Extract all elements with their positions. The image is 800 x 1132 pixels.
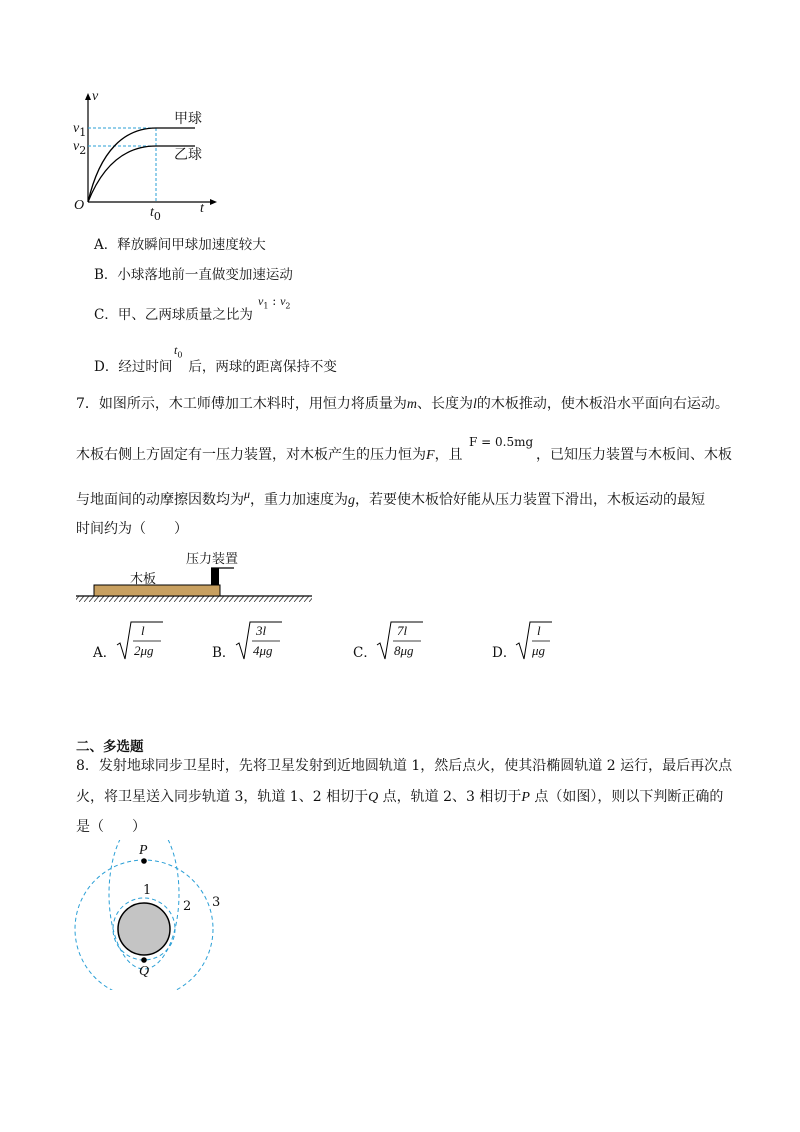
q7-formula-f: F = 0.5mg: [469, 435, 534, 449]
point-q: [141, 957, 147, 963]
section-title: 二、多选题: [76, 739, 144, 755]
orbit-2-label: 2: [183, 899, 192, 914]
curve-jia: [88, 128, 195, 202]
curve-jia-label: 甲球: [174, 111, 202, 127]
q7-line2-c: ，已知压力装置与木板间、木板: [536, 447, 732, 463]
axis-v-label: v: [92, 89, 99, 104]
orbit-3-label: 3: [212, 895, 221, 910]
q8-line2: 火，将卫星送入同步轨道 3，轨道 1、2 相切于Q 点，轨道 2、3 相切于P 点（如图），则以下判断正确的: [76, 789, 724, 805]
v-axis-arrow: [85, 93, 91, 100]
q6-option-a: A．释放瞬间甲球加速度较大: [94, 237, 266, 253]
wood-board: [94, 585, 220, 596]
v2-label: $v_2$: [73, 139, 87, 157]
press-device-label: 压力装置: [186, 552, 239, 567]
q6-option-b: B．小球落地前一直做变加速运动: [94, 267, 293, 283]
q8-line3: 是（ ）: [76, 819, 146, 835]
q7-line1: 7．如图所示，木工师傅加工木料时，用恒力将质量为m、长度为l的木板推动，使木板沿水平面向右运动。: [76, 396, 729, 412]
axis-t-label: t: [200, 201, 204, 216]
orbit-1-label: 1: [143, 883, 152, 898]
q6-option-c-formula: $v_1$ : $v_2$: [258, 294, 291, 311]
t0-label: $t_0$: [150, 205, 161, 223]
curve-yi-label: 乙球: [174, 147, 202, 163]
q7-line4: 时间约为（ ）: [76, 521, 188, 537]
q8-line1: 8．发射地球同步卫星时，先将卫星发射到近地圆轨道 1，然后点火，使其沿椭圆轨道 2 运行，最后再次点: [76, 758, 733, 774]
point-q-label: Q: [139, 964, 150, 979]
orbit-figure: [70, 840, 240, 990]
q7-line3: 与地面间的动摩擦因数均为μ，重力加速度为g，若要使木板恰好能从压力装置下滑出，木板运动的最短: [76, 487, 706, 508]
origin-label: O: [74, 198, 85, 213]
v1-label: $v_1$: [73, 121, 87, 139]
earth: [118, 903, 170, 955]
press-device: [211, 568, 219, 585]
t-axis-arrow: [210, 199, 217, 205]
q7-line2-a: 木板右侧上方固定有一压力装置，对木板产生的压力恒为F，且: [76, 447, 463, 463]
q6-option-d: D．经过时间 后，两球的距离保持不变: [94, 359, 337, 375]
point-p-label: P: [139, 843, 148, 858]
q6-option-d-t0: $t_0$: [174, 343, 183, 360]
board-label: 木板: [130, 572, 157, 587]
q6-option-c: C．甲、乙两球质量之比为: [94, 307, 253, 323]
ground-hatch: [76, 596, 312, 602]
